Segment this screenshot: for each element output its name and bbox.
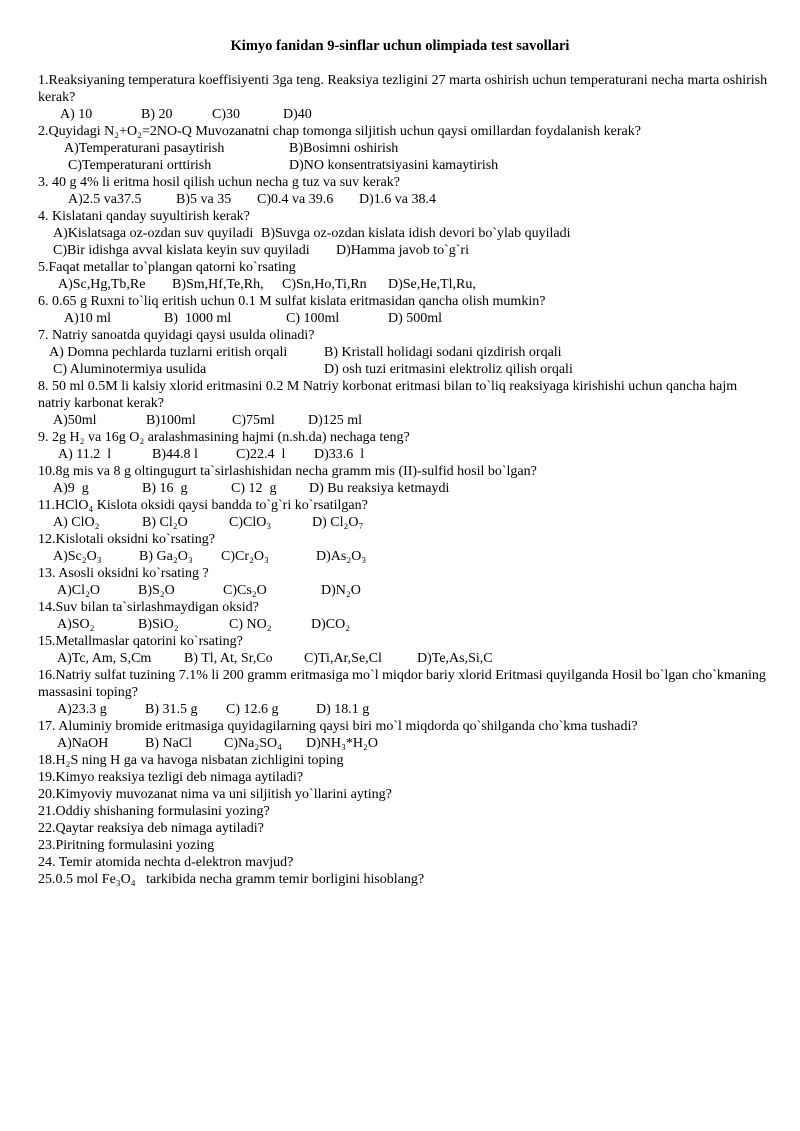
option-c: C)Ti,Ar,Se,Cl xyxy=(304,651,382,666)
open-question-22: 22.Qaytar reaksiya deb nimaga aytiladi? xyxy=(38,821,264,836)
option-b: B)44.8 l xyxy=(152,447,198,462)
option-b: B) Ga₂O₃ xyxy=(139,549,193,564)
question-7-text: 7. Natriy sanoatda quyidagi qaysi usulda olinadi? xyxy=(38,328,315,343)
option-d: D) Bu reaksiya ketmaydi xyxy=(309,481,450,496)
question-1-text: 1.Reaksiyaning temperatura koeffisiyenti 3ga teng. Reaksiya tezligini 27 marta oshirish uchun temperaturani necha marta oshirish kerak? xyxy=(38,73,768,105)
option-b: B)100ml xyxy=(146,413,196,428)
question-4-text: 4. Kislatani qanday suyultirish kerak? xyxy=(38,209,250,224)
option-a: A) Domna pechlarda tuzlarni eritish orqali xyxy=(49,345,288,360)
option-d: D)As₂O₃ xyxy=(316,549,367,564)
option-c: C) 100ml xyxy=(286,311,340,326)
option-b: B) Tl, At, Sr,Co xyxy=(184,651,273,666)
option-a: A)Sc₂O₃ xyxy=(53,549,102,564)
option-d: D)N₂O xyxy=(321,583,361,598)
option-a: A)SO₂ xyxy=(57,617,95,632)
question-12-options xyxy=(38,548,773,565)
open-question-25: 25.0.5 mol Fe₃O₄ tarkibida necha gramm temir borligini hisoblang? xyxy=(38,872,425,887)
option-d: D)Se,He,Tl,Ru, xyxy=(388,277,476,292)
questions-list xyxy=(38,72,773,888)
option-b: B) NaCl xyxy=(145,736,193,751)
option-b: B)S₂O xyxy=(138,583,175,598)
option-a: A)9 g xyxy=(53,481,89,496)
option-b: B) Cl₂O xyxy=(142,515,188,530)
option-c: C)Na₂SO₄ xyxy=(224,736,282,751)
option-d: D) Cl₂O₇ xyxy=(312,515,364,530)
option-d: D) osh tuzi eritmasini elektroliz qilish orqali xyxy=(324,362,573,377)
question-4-options-row1 xyxy=(38,225,773,242)
option-c: C)Sn,Ho,Ti,Rn xyxy=(282,277,367,292)
question-13-text: 13. Asosli oksidni ko`rsating ? xyxy=(38,566,209,581)
question-8-text: 8. 50 ml 0.5M li kalsiy xlorid eritmasini 0.2 M Natriy korbonat eritmasi bilan to`liq reaksiyaga kirishishi uchun qancha hajm natriy karbonat kerak? xyxy=(38,379,738,411)
question-4-options-row2 xyxy=(38,242,773,259)
option-c: C) NO₂ xyxy=(229,617,272,632)
option-b: B) 20 xyxy=(141,107,173,122)
option-b: B)Bosimni oshirish xyxy=(289,141,399,156)
open-question-19: 19.Kimyo reaksiya tezligi deb nimaga aytiladi? xyxy=(38,770,304,785)
option-c: C)Bir idishga avval kislata keyin suv quyiladi xyxy=(53,243,310,258)
question-2-text: 2.Quyidagi N₂+O₂=2NO-Q Muvozanatni chap tomonga siljitish uchun qaysi omillardan foydalanish kerak? xyxy=(38,124,641,139)
question-2-options-row2 xyxy=(38,157,773,174)
option-c: C) Aluminotermiya usulida xyxy=(53,362,207,377)
question-10-text: 10.8g mis va 8 g oltingugurt ta`sirlashishidan necha gramm mis (II)-sulfid hosil bo`lgan? xyxy=(38,464,537,479)
question-16-text: 16.Natriy sulfat tuzining 7.1% li 200 gramm eritmasiga mo`l miqdor bariy xlorid Eritmasi quyilganda Hosil bo`lgan cho`kmaning massasini toping? xyxy=(38,668,766,700)
option-c: C) 12.6 g xyxy=(226,702,279,717)
question-6-text: 6. 0.65 g Ruxni to`liq eritish uchun 0.1 M sulfat kislata eritmasidan qancha olish mumkin? xyxy=(38,294,546,309)
question-16-options xyxy=(38,701,773,718)
page-title: Kimyo fanidan 9-sinflar uchun olimpiada test savollari xyxy=(230,38,570,54)
option-d: D)NO konsentratsiyasini kamaytirish xyxy=(289,158,499,173)
option-d: D)NH₃*H₂O xyxy=(306,736,378,751)
question-1-options xyxy=(38,106,773,123)
question-17-text: 17. Aluminiy bromide eritmasiga quyidagilarning qaysi biri mo`l miqdorda qo`shilganda cho`kma tushadi? xyxy=(38,719,638,734)
option-d: D)Te,As,Si,C xyxy=(417,651,493,666)
question-2-options-row1 xyxy=(38,140,773,157)
question-7-options-row1 xyxy=(38,344,773,361)
option-d: D)125 ml xyxy=(308,413,363,428)
option-d: D)1.6 va 38.4 xyxy=(359,192,436,207)
question-3-text: 3. 40 g 4% li eritma hosil qilish uchun necha g tuz va suv kerak? xyxy=(38,175,400,190)
question-11-text: 11.HClO₄ Kislota oksidi qaysi bandda to`g`ri ko`rsatilgan? xyxy=(38,498,368,513)
option-c: C)0.4 va 39.6 xyxy=(257,192,334,207)
question-14-text: 14.Suv bilan ta`sirlashmaydigan oksid? xyxy=(38,600,259,615)
option-b: B)Suvga oz-ozdan kislata idish devori bo`ylab quyiladi xyxy=(261,226,571,241)
option-b: B) Kristall holidagi sodani qizdirish orqali xyxy=(324,345,562,360)
option-a: A)Temperaturani pasaytirish xyxy=(64,141,225,156)
option-b: B) 31.5 g xyxy=(145,702,198,717)
option-c: C)30 xyxy=(212,107,240,122)
question-7-options-row2 xyxy=(38,361,773,378)
open-question-23: 23.Piritning formulasini yozing xyxy=(38,838,215,853)
option-a: A)10 ml xyxy=(64,311,112,326)
option-d: D)CO₂ xyxy=(311,617,351,632)
option-c: C)Cs₂O xyxy=(223,583,267,598)
option-b: B)5 va 35 xyxy=(176,192,232,207)
option-c: C)Temperaturani orttirish xyxy=(68,158,212,173)
open-question-21: 21.Oddiy shishaning formulasini yozing? xyxy=(38,804,270,819)
option-c: C)ClO₃ xyxy=(229,515,272,530)
option-d: D)Hamma javob to`g`ri xyxy=(336,243,469,258)
question-13-options xyxy=(38,582,773,599)
question-5-options xyxy=(38,276,773,293)
question-6-options xyxy=(38,310,773,327)
option-c: C)22.4 l xyxy=(236,447,286,462)
question-15-text: 15.Metallmaslar qatorini ko`rsating? xyxy=(38,634,243,649)
option-a: A) 11.2 l xyxy=(58,447,112,462)
question-11-options xyxy=(38,514,773,531)
question-15-options xyxy=(38,650,773,667)
option-a: A) ClO₂ xyxy=(53,515,100,530)
option-d: D) 18.1 g xyxy=(316,702,370,717)
option-d: D)33.6 l xyxy=(314,447,365,462)
option-d: D) 500ml xyxy=(388,311,443,326)
question-12-text: 12.Kislotali oksidni ko`rsating? xyxy=(38,532,215,547)
option-b: B)Sm,Hf,Te,Rh, xyxy=(172,277,264,292)
option-a: A)Tc, Am, S,Cm xyxy=(57,651,152,666)
option-c: C)75ml xyxy=(232,413,275,428)
question-14-options xyxy=(38,616,773,633)
option-a: A)Sc,Hg,Tb,Re xyxy=(58,277,146,292)
option-c: C) 12 g xyxy=(231,481,277,496)
option-a: A)NaOH xyxy=(57,736,109,751)
option-a: A)50ml xyxy=(53,413,97,428)
question-9-options xyxy=(38,446,773,463)
option-a: A) 10 xyxy=(60,107,93,122)
option-a: A)2.5 va37.5 xyxy=(68,192,142,207)
option-a: A)Cl₂O xyxy=(57,583,100,598)
open-question-18: 18.H₂S ning H ga va havoga nisbatan zichligini toping xyxy=(38,753,344,768)
option-b: B) 16 g xyxy=(142,481,188,496)
option-d: D)40 xyxy=(283,107,312,122)
question-17-options xyxy=(38,735,773,752)
option-b: B) 1000 ml xyxy=(164,311,232,326)
option-c: C)Cr₂O₃ xyxy=(221,549,269,564)
question-9-text: 9. 2g H₂ va 16g O₂ aralashmasining hajmi (n.sh.da) nechaga teng? xyxy=(38,430,410,445)
question-5-text: 5.Faqat metallar to`plangan qatorni ko`rsating xyxy=(38,260,296,275)
option-a: A)23.3 g xyxy=(57,702,107,717)
open-question-20: 20.Kimyoviy muvozanat nima va uni siljitish yo`llarini ayting? xyxy=(38,787,392,802)
option-b: B)SiO₂ xyxy=(138,617,179,632)
open-question-24: 24. Temir atomida nechta d-elektron mavjud? xyxy=(38,855,294,870)
question-8-options xyxy=(38,412,773,429)
question-3-options xyxy=(38,191,773,208)
question-10-options xyxy=(38,480,773,497)
option-a: A)Kislatsaga oz-ozdan suv quyiladi xyxy=(53,226,254,241)
